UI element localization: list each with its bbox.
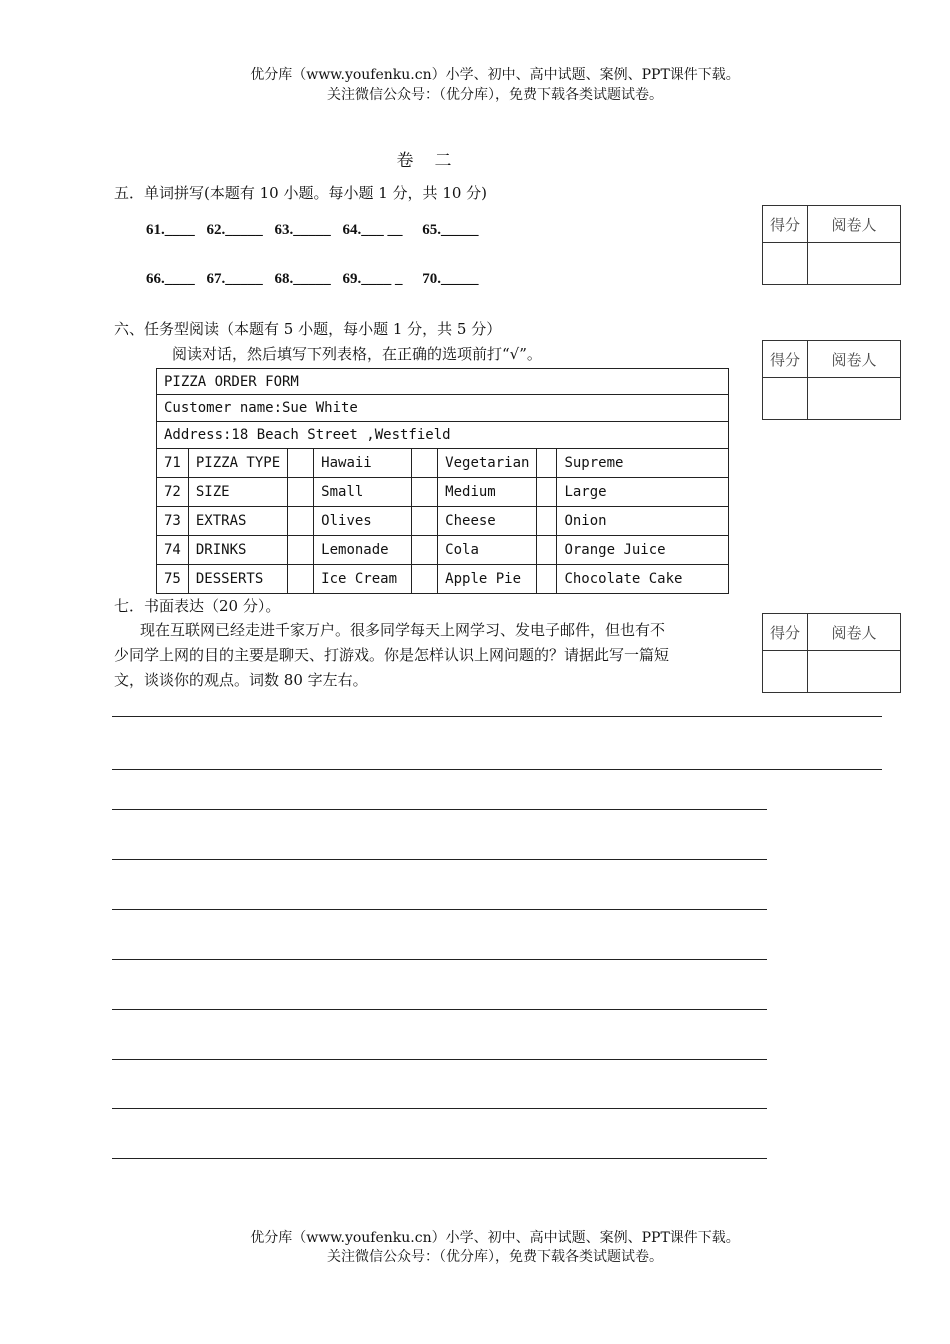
section6-heading: 六、任务型阅读（本题有 5 小题，每小题 1 分，共 5 分） — [114, 320, 502, 338]
score-field[interactable] — [763, 651, 808, 693]
form-customer: Customer name:Sue White — [157, 395, 729, 422]
grader-field[interactable] — [808, 243, 901, 285]
option-cell: Orange Juice — [557, 536, 729, 565]
blank-66[interactable]: 66.____ — [146, 271, 195, 287]
row-label: PIZZA TYPE — [188, 449, 287, 478]
row-number: 71 — [157, 449, 189, 478]
check-cell[interactable] — [537, 536, 557, 565]
option-cell: Onion — [557, 507, 729, 536]
blank-63[interactable]: 63._____ — [274, 222, 331, 238]
option-cell: Vegetarian — [438, 449, 537, 478]
check-cell[interactable] — [537, 507, 557, 536]
writing-line[interactable] — [112, 769, 882, 770]
form-address: Address:18 Beach Street ,Westfield — [157, 422, 729, 449]
check-cell[interactable] — [288, 478, 314, 507]
site-header-line1: 优分库（www.youfenku.cn）小学、初中、高中试题、案例、PPT课件下载。 — [250, 67, 740, 83]
prompt-line: 文，谈谈你的观点。词数 80 字左右。 — [114, 671, 368, 689]
option-cell: Lemonade — [314, 536, 412, 565]
option-cell: Small — [314, 478, 412, 507]
table-row — [157, 565, 729, 594]
score-label: 得分 — [763, 206, 808, 243]
section6-instruction: 阅读对话，然后填写下列表格，在正确的选项前打“√”。 — [172, 345, 542, 363]
score-box-section5 — [762, 205, 901, 285]
section7-prompt — [114, 618, 754, 693]
blank-62[interactable]: 62._____ — [206, 222, 263, 238]
writing-line[interactable] — [112, 1108, 767, 1109]
check-cell[interactable] — [412, 507, 438, 536]
writing-line[interactable] — [112, 1059, 767, 1060]
score-label: 得分 — [763, 341, 808, 378]
option-cell: Large — [557, 478, 729, 507]
option-cell: Olives — [314, 507, 412, 536]
section5-heading: 五．单词拼写(本题有 10 小题。每小题 1 分，共 10 分) — [114, 184, 488, 202]
check-cell[interactable] — [537, 478, 557, 507]
prompt-line: 现在互联网已经走进千家万户。很多同学每天上网学习、发电子邮件，但也有不 — [140, 621, 666, 639]
grader-label: 阅卷人 — [808, 614, 901, 651]
writing-line[interactable] — [112, 859, 767, 860]
writing-line[interactable] — [112, 1158, 767, 1159]
check-cell[interactable] — [288, 536, 314, 565]
row-number: 73 — [157, 507, 189, 536]
pizza-order-form — [156, 368, 729, 594]
row-number: 72 — [157, 478, 189, 507]
row-label: SIZE — [188, 478, 287, 507]
option-cell: Hawaii — [314, 449, 412, 478]
check-cell[interactable] — [412, 449, 438, 478]
writing-line[interactable] — [112, 959, 767, 960]
grader-label: 阅卷人 — [808, 341, 901, 378]
option-cell: Cola — [438, 536, 537, 565]
score-box-section7 — [762, 613, 901, 693]
paper-title: 卷 二 — [396, 151, 454, 171]
row-label: DESSERTS — [188, 565, 287, 594]
check-cell[interactable] — [288, 565, 314, 594]
check-cell[interactable] — [412, 478, 438, 507]
prompt-line: 少同学上网的目的主要是聊天、打游戏。你是怎样认识上网问题的？请据此写一篇短 — [114, 646, 670, 664]
blank-65[interactable]: 65._____ — [422, 222, 479, 238]
row-label: EXTRAS — [188, 507, 287, 536]
writing-line[interactable] — [112, 809, 767, 810]
option-cell: Chocolate Cake — [557, 565, 729, 594]
site-footer-line2: 关注微信公众号：（优分库），免费下载各类试题试卷。 — [327, 1249, 663, 1265]
score-box-section6 — [762, 340, 901, 420]
table-row — [157, 449, 729, 478]
check-cell[interactable] — [537, 565, 557, 594]
check-cell[interactable] — [537, 449, 557, 478]
section5-blanks-row1 — [146, 222, 487, 239]
writing-line[interactable] — [112, 716, 882, 717]
row-label: DRINKS — [188, 536, 287, 565]
section5-blanks-row2 — [146, 271, 487, 288]
score-label: 得分 — [763, 614, 808, 651]
option-cell: Supreme — [557, 449, 729, 478]
table-row — [157, 478, 729, 507]
table-row — [157, 507, 729, 536]
writing-line[interactable] — [112, 1009, 767, 1010]
row-number: 74 — [157, 536, 189, 565]
check-cell[interactable] — [412, 536, 438, 565]
row-number: 75 — [157, 565, 189, 594]
blank-61[interactable]: 61.____ — [146, 222, 195, 238]
check-cell[interactable] — [288, 449, 314, 478]
option-cell: Ice Cream — [314, 565, 412, 594]
blank-70[interactable]: 70._____ — [422, 271, 479, 287]
check-cell[interactable] — [288, 507, 314, 536]
writing-line[interactable] — [112, 909, 767, 910]
option-cell: Apple Pie — [438, 565, 537, 594]
blank-64[interactable]: 64.___ __ — [342, 222, 403, 238]
check-cell[interactable] — [412, 565, 438, 594]
blank-68[interactable]: 68._____ — [274, 271, 331, 287]
blank-69[interactable]: 69.____ _ — [342, 271, 403, 287]
blank-67[interactable]: 67._____ — [206, 271, 263, 287]
site-footer-line1: 优分库（www.youfenku.cn）小学、初中、高中试题、案例、PPT课件下载。 — [250, 1230, 740, 1246]
option-cell: Medium — [438, 478, 537, 507]
section7-heading: 七．书面表达（20 分）。 — [114, 597, 281, 615]
form-title: PIZZA ORDER FORM — [157, 369, 729, 395]
score-field[interactable] — [763, 378, 808, 420]
grader-label: 阅卷人 — [808, 206, 901, 243]
score-field[interactable] — [763, 243, 808, 285]
grader-field[interactable] — [808, 378, 901, 420]
site-header-line2: 关注微信公众号：（优分库），免费下载各类试题试卷。 — [327, 87, 663, 103]
table-row — [157, 536, 729, 565]
grader-field[interactable] — [808, 651, 901, 693]
option-cell: Cheese — [438, 507, 537, 536]
